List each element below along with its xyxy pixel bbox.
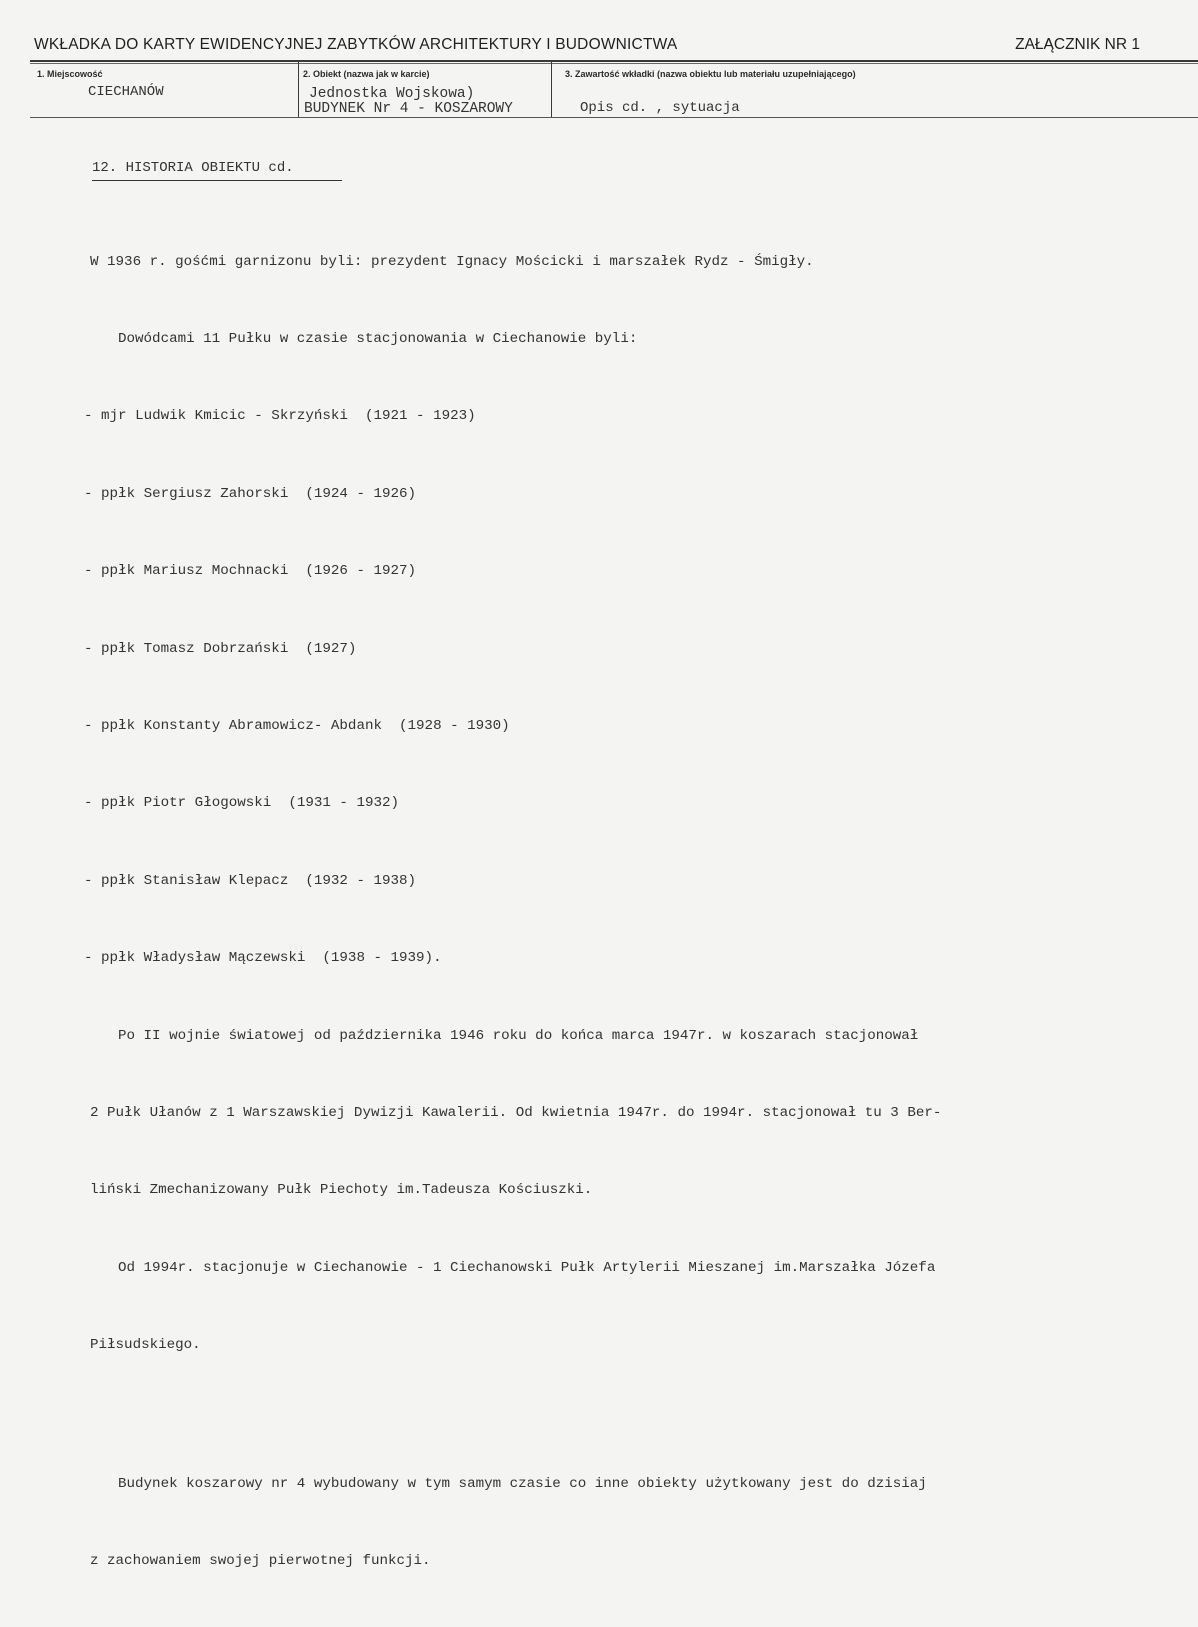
history-text: [84, 198, 1170, 1627]
text-line: z zachowaniem swojej pierwotnej funkcji.: [90, 1553, 431, 1570]
object-label: 2. Obiekt (nazwa jak w karcie): [303, 69, 430, 79]
section-title: 12. HISTORIA OBIEKTU cd.: [92, 160, 294, 176]
text-line: 2 Pułk Ułanów z 1 Warszawskiej Dywizji Kawalerii. Od kwietnia 1947r. do 1994r. stacjonował tu 3 Ber-: [90, 1104, 942, 1121]
header-rule-thin: [30, 63, 1198, 64]
text-line: Po II wojnie światowej od października 1946 roku do końca marca 1947r. w koszarach stacjonował: [118, 1027, 919, 1044]
content-label: 3. Zawartość wkładki (nazwa obiektu lub materiału uzupełniającego): [565, 69, 856, 79]
content-value: Opis cd. , sytuacja: [580, 100, 740, 116]
text-line: Dowódcami 11 Pułku w czasie stacjonowania w Ciechanowie byli:: [118, 330, 638, 347]
object-value-line1: Jednostka Wojskowa): [309, 86, 475, 102]
text-line: Budynek koszarowy nr 4 wybudowany w tym samym czasie co inne obiekty użytkowany jest do dzisiaj: [118, 1476, 927, 1493]
fields-bottom-rule: [30, 117, 1198, 118]
section-title-underline: [92, 180, 342, 181]
list-item: - mjr Ludwik Kmicic - Skrzyński (1921 - 1923): [84, 408, 476, 425]
list-item: - ppłk Stanisław Klepacz (1932 - 1938): [84, 872, 417, 889]
annex-number: ZAŁĄCZNIK NR 1: [1015, 36, 1140, 53]
list-item: - ppłk Tomasz Dobrzański (1927): [84, 640, 357, 657]
locality-value: CIECHANÓW: [88, 84, 164, 100]
text-line: liński Zmechanizowany Pułk Piechoty im.Tadeusza Kościuszki.: [90, 1182, 593, 1199]
field-divider: [551, 62, 552, 118]
paragraph-gap: [90, 1410, 1170, 1420]
form-title: WKŁADKA DO KARTY EWIDENCYJNEJ ZABYTKÓW ARCHITEKTURY I BUDOWNICTWA: [34, 36, 678, 53]
list-item: - ppłk Władysław Mączewski (1938 - 1939).: [84, 950, 442, 967]
list-item: - ppłk Mariusz Mochnacki (1926 - 1927): [84, 563, 417, 580]
list-item: - ppłk Piotr Głogowski (1931 - 1932): [84, 795, 400, 812]
locality-label: 1. Miejscowość: [37, 69, 103, 79]
list-item: - ppłk Sergiusz Zahorski (1924 - 1926): [84, 485, 417, 502]
field-divider: [298, 62, 299, 118]
list-item: - ppłk Konstanty Abramowicz- Abdank (1928 - 1930): [84, 717, 510, 734]
header-rule: [30, 60, 1198, 62]
object-value-line2: BUDYNEK Nr 4 - KOSZAROWY: [304, 101, 513, 117]
text-line: Od 1994r. stacjonuje w Ciechanowie - 1 Ciechanowski Pułk Artylerii Mieszanej im.Marszałka Józefa: [118, 1259, 936, 1276]
text-line: W 1936 r. gośćmi garnizonu byli: prezydent Ignacy Mościcki i marszałek Rydz - Śmigły.: [90, 253, 814, 270]
text-line: Piłsudskiego.: [90, 1337, 201, 1354]
